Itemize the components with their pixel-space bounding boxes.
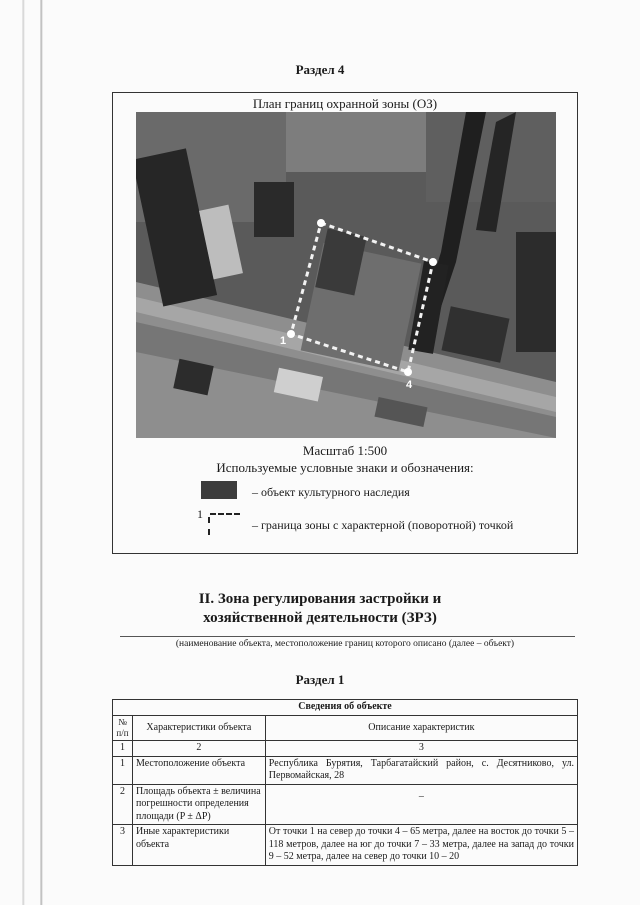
row-characteristic: Иные характеристики объекта	[132, 825, 265, 866]
dark-rectangle-icon	[201, 481, 237, 499]
dashed-boundary-vertical-icon	[208, 517, 210, 535]
title-underline	[120, 636, 575, 637]
row-num: 1	[113, 756, 133, 784]
zone2-title-line1: II. Зона регулирования застройки и	[198, 591, 442, 607]
map-point-label-1: 1	[280, 335, 287, 347]
row-num: 3	[113, 825, 133, 866]
zone2-title-line2: хозяйственной деятельности (ЗРЗ)	[203, 610, 437, 626]
index-cell: 2	[132, 741, 265, 757]
map-scale: Масштаб 1:500	[302, 443, 388, 458]
table-caption: Сведения об объекте	[113, 700, 578, 716]
section-4-heading: Раздел 4	[295, 62, 345, 77]
header-num: № п/п	[113, 715, 133, 741]
table-row	[113, 825, 578, 866]
map-point-label-4: 4	[406, 379, 413, 391]
row-description: Республика Бурятия, Тарбагатайский район, с. Десятниково, ул. Первомайская, 28	[265, 756, 577, 784]
object-info-table	[112, 699, 578, 866]
legend-boundary-text: – граница зоны с характерной (поворотной) точкой	[252, 518, 514, 532]
aerial-map	[136, 112, 556, 438]
row-characteristic: Площадь объекта ± величина погрешности определения площади (P ± ΔP)	[132, 784, 265, 825]
index-cell: 3	[265, 741, 577, 757]
aerial-map-svg	[136, 112, 556, 438]
legend-title: Используемые условные знаки и обозначения:	[216, 460, 474, 475]
row-num: 2	[113, 784, 133, 825]
dashed-boundary-icon	[210, 513, 240, 515]
plan-title: План границ охранной зоны (ОЗ)	[252, 96, 438, 111]
object-note: (наименование объекта, местоположение границ которого описано (далее – объект)	[175, 639, 515, 649]
header-characteristic: Характеристики объекта	[132, 715, 265, 741]
row-description: От точки 1 на север до точки 4 – 65 метра, далее на восток до точки 5 – 118 метров, далее на юг до точки 7 – 33 метра, далее на запад до точки 9 – 52 метра, далее на север до точки 10 – 20	[265, 825, 577, 866]
table-row	[113, 756, 578, 784]
header-description: Описание характеристик	[265, 715, 577, 741]
row-characteristic: Местоположение объекта	[132, 756, 265, 784]
index-cell: 1	[113, 741, 133, 757]
row-description: –	[265, 784, 577, 825]
section-1-heading: Раздел 1	[295, 672, 345, 687]
scan-binding-edge	[0, 0, 52, 905]
legend-point-number: 1	[197, 507, 203, 521]
legend-heritage-text: – объект культурного наследия	[252, 485, 410, 499]
table-row	[113, 784, 578, 825]
